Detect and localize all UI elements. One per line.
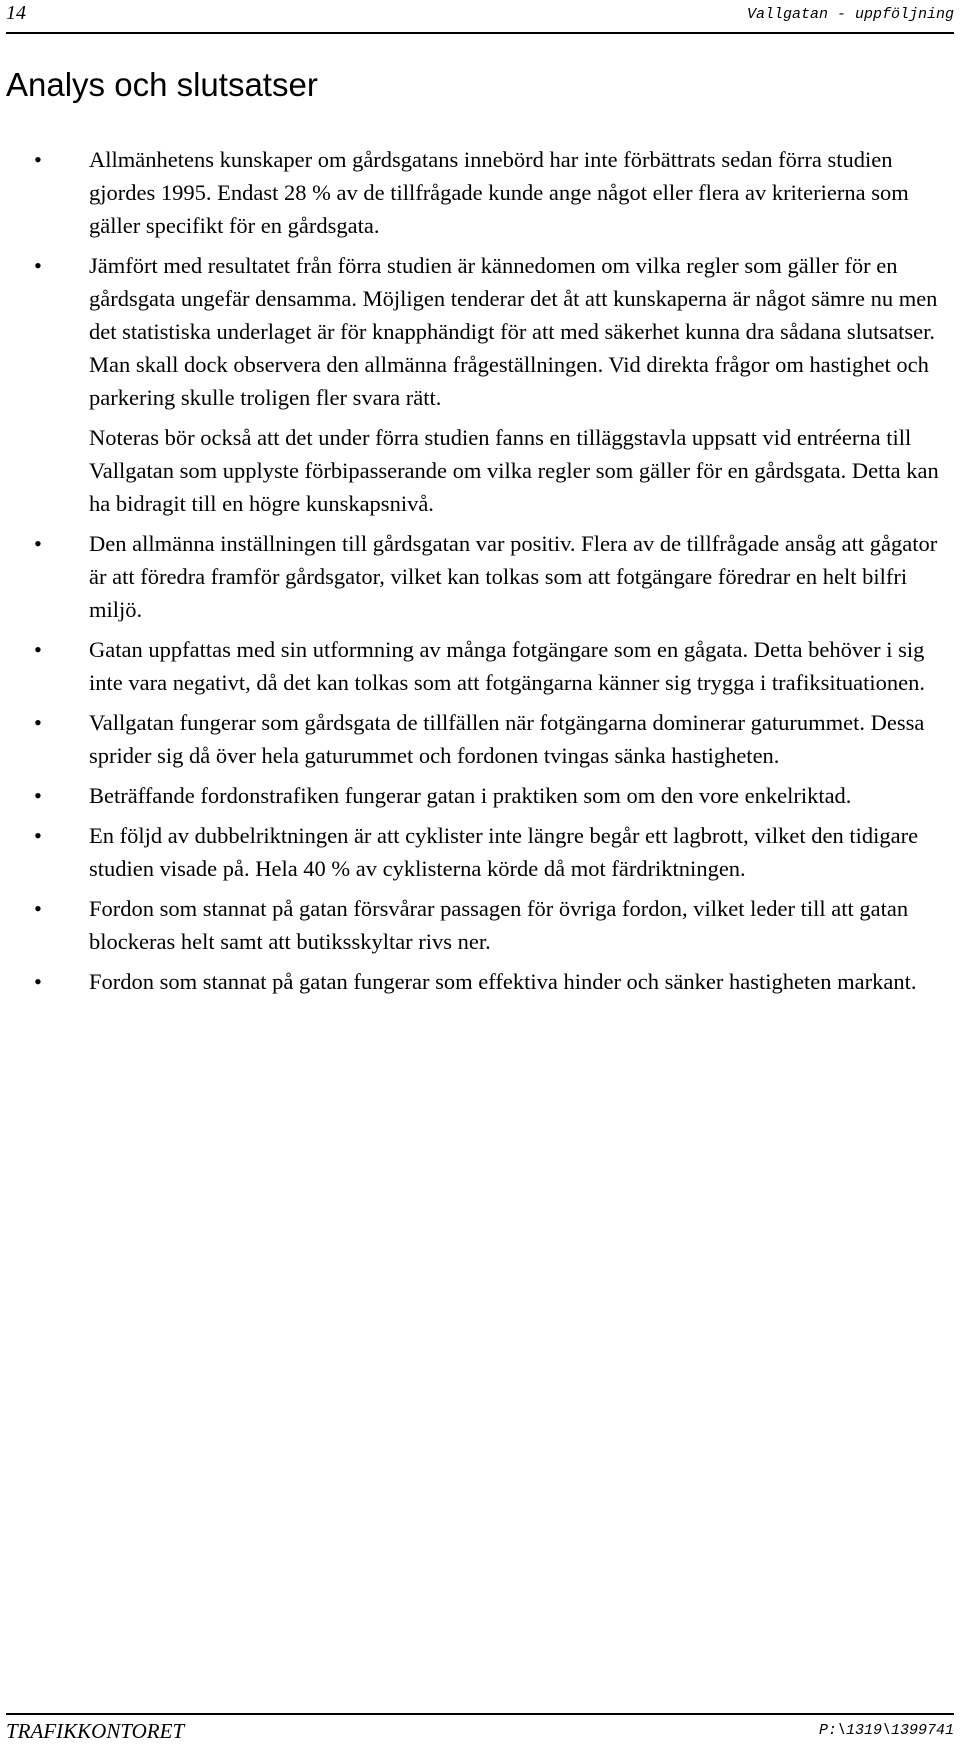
bullet-text: Jämfört med resultatet från förra studien är kännedomen om vilka regler som gäller för en gårdsgata ungefär densamma. Möjligen tenderar det åt att kunskaperna är något sämre nu men det statistiska underlaget är för knapphändigt för att med säkerhet kunna dra sådana slutsatser. Man skall dock observera den allmänna frågeställningen. Vid direkta frågor om hastighet och parkering skulle troligen fler svara rätt. xyxy=(89,253,938,410)
note-paragraph: Noteras bör också att det under förra studien fanns en tilläggstavla uppsatt vid entréerna till Vallgatan som upplyste förbipasserande om vilka regler som gäller för en gårdsgata. Detta kan ha bidragit till en högre kunskapsnivå. xyxy=(89,425,939,516)
bullet-item xyxy=(0,779,960,812)
bullet-marker: • xyxy=(34,896,42,921)
bullet-text: Den allmänna inställningen till gårdsgatan var positiv. Flera av de tillfrågade ansåg att gågator är att föredra framför gårdsgator, vilket kan tolkas som att fotgängare föredrar en helt bilfri miljö. xyxy=(89,531,938,622)
bullet-text: Allmänhetens kunskaper om gårdsgatans innebörd har inte förbättrats sedan förra studien gjordes 1995. Endast 28 % av de tillfrågade kunde ange något eller flera av kriterierna som gäller specifikt för en gårdsgata. xyxy=(89,147,909,238)
footer-organization: TRAFIKKONTORET xyxy=(6,1719,185,1743)
bullet-item xyxy=(0,965,960,998)
bullet-marker: • xyxy=(34,637,42,662)
bullet-item xyxy=(0,892,960,958)
bullet-item xyxy=(0,819,960,885)
page-header xyxy=(6,0,954,34)
bullet-item xyxy=(0,249,960,414)
bullet-text: Beträffande fordonstrafiken fungerar gatan i praktiken som om den vore enkelriktad. xyxy=(89,783,852,808)
bullet-marker: • xyxy=(34,969,42,994)
footer-file-path: P:\1319\1399741 xyxy=(818,1722,954,1739)
section-title: Analys och slutsatser xyxy=(6,66,318,103)
bullet-item xyxy=(0,706,960,772)
bullet-text: Vallgatan fungerar som gårdsgata de tillfällen när fotgängarna dominerar gaturummet. Dessa sprider sig då över hela gaturummet och fordonen tvingas sänka hastigheten. xyxy=(89,710,925,768)
running-title: Vallgatan - uppföljning xyxy=(746,6,954,23)
bullet-item xyxy=(0,633,960,699)
bullet-marker: • xyxy=(34,783,42,808)
bullet-marker: • xyxy=(34,253,42,278)
bullet-item xyxy=(0,527,960,626)
bullet-marker: • xyxy=(34,823,42,848)
page-footer xyxy=(6,1713,954,1747)
page-number: 14 xyxy=(6,2,26,24)
bullet-item xyxy=(0,143,960,242)
section-content xyxy=(0,143,960,998)
bullet-text: En följd av dubbelriktningen är att cyklister inte längre begår ett lagbrott, vilket den tidigare studien visade på. Hela 40 % av cyklisterna körde då mot färdriktningen. xyxy=(89,823,919,881)
bullet-text: Gatan uppfattas med sin utformning av många fotgängare som en gågata. Detta behöver i sig inte vara negativt, då det kan tolkas som att fotgängarna känner sig trygga i trafiksituationen. xyxy=(89,637,925,695)
bullet-marker: • xyxy=(34,531,42,556)
bullet-text: Fordon som stannat på gatan försvårar passagen för övriga fordon, vilket leder till att gatan blockeras helt samt att butiksskyltar rivs ner. xyxy=(89,896,909,954)
bullet-text: Fordon som stannat på gatan fungerar som effektiva hinder och sänker hastigheten markant. xyxy=(89,969,917,994)
bullet-marker: • xyxy=(34,710,42,735)
bullet-marker: • xyxy=(34,147,42,172)
